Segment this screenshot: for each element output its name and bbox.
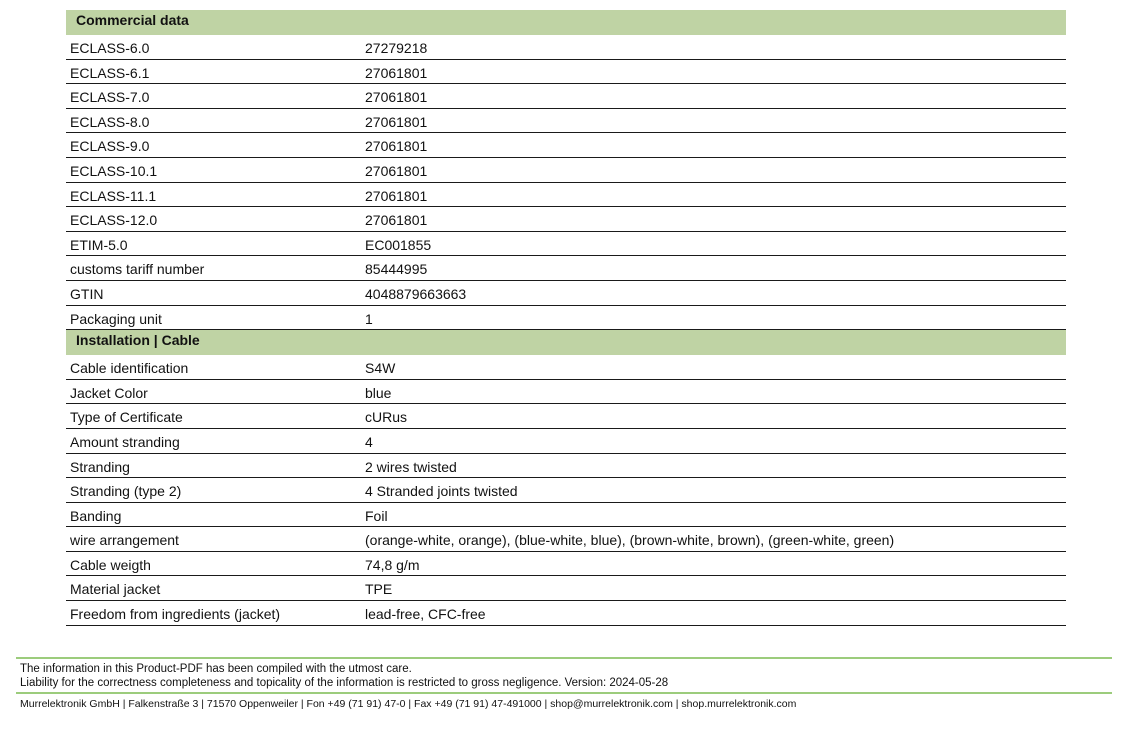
table-row (66, 478, 1066, 503)
row-value: EC001855 (365, 236, 432, 253)
section-title: Installation | Cable (66, 330, 1066, 355)
row-label: Banding (70, 507, 122, 524)
table-row (66, 601, 1066, 626)
table-row (66, 576, 1066, 601)
table-row (66, 207, 1066, 232)
row-label: ECLASS-10.1 (70, 162, 158, 179)
row-label: ECLASS-8.0 (70, 113, 150, 130)
table-row (66, 355, 1066, 380)
row-label: wire arrangement (70, 532, 179, 549)
row-value: 74,8 g/m (365, 556, 420, 573)
row-value: blue (365, 384, 392, 401)
row-label: ECLASS-9.0 (70, 138, 150, 155)
table-row (66, 454, 1066, 479)
table-row (66, 158, 1066, 183)
row-label: Type of Certificate (70, 409, 183, 426)
row-value: S4W (365, 360, 396, 377)
row-label: Freedom from ingredients (jacket) (70, 606, 281, 623)
row-value: TPE (365, 581, 393, 598)
row-value: 1 (365, 310, 373, 327)
row-value: 27061801 (365, 113, 428, 130)
row-label: Amount stranding (70, 433, 180, 450)
row-value: (orange-white, orange), (blue-white, blue), (brown-white, brown), (green-white, green) (365, 532, 895, 549)
row-value: 4 Stranded joints twisted (365, 483, 518, 500)
row-value: 2 wires twisted (365, 458, 457, 475)
row-label: customs tariff number (70, 261, 205, 278)
table-row (66, 429, 1066, 454)
table-row (66, 306, 1066, 331)
row-label: GTIN (70, 285, 104, 302)
table-row (66, 84, 1066, 109)
row-label: ETIM-5.0 (70, 236, 128, 253)
row-value: 27279218 (365, 40, 428, 56)
row-label: Cable weigth (70, 556, 151, 573)
row-value: 27061801 (365, 89, 428, 106)
row-label: Stranding (70, 458, 130, 475)
table-row (66, 256, 1066, 281)
datasheet (66, 10, 1066, 626)
row-label: Packaging unit (70, 310, 162, 327)
table-row (66, 183, 1066, 208)
table-row (66, 232, 1066, 257)
row-label: ECLASS-7.0 (70, 89, 150, 106)
table-installation-cable (66, 355, 1066, 626)
row-value: 85444995 (365, 261, 428, 278)
row-label: ECLASS-6.1 (70, 64, 150, 81)
table-row (66, 35, 1066, 60)
row-label: Stranding (type 2) (70, 483, 182, 500)
table-row (66, 133, 1066, 158)
table-row (66, 281, 1066, 306)
row-value: 27061801 (365, 64, 428, 81)
table-row (66, 552, 1066, 577)
page-footer (16, 657, 1112, 711)
section-title: Commercial data (66, 10, 1066, 35)
table-commercial-data (66, 35, 1066, 330)
disclaimer-line: Liability for the correctness completeness and topicality of the information is restricted to gross negligence. Version: 2024-05-28 (20, 677, 669, 689)
disclaimer-line: The information in this Product-PDF has been compiled with the utmost care. (20, 663, 412, 675)
section-commercial-data (66, 10, 1066, 330)
row-value: Foil (365, 507, 388, 524)
row-value: cURus (365, 409, 408, 426)
row-label: ECLASS-11.1 (70, 187, 157, 204)
row-value: 4 (365, 433, 373, 450)
company-contact-line: Murrelektronik GmbH | Falkenstraße 3 | 71570 Oppenweiler | Fon +49 (71 91) 47-0 | Fax +49 (71 91) 47-491000 | shop@murrelektronik.com | shop.murrelektronik.com (20, 698, 797, 710)
table-row (66, 527, 1066, 552)
row-label: Cable identification (70, 360, 189, 377)
row-label: Jacket Color (70, 384, 148, 401)
table-row (66, 503, 1066, 528)
footer-disclaimer (16, 659, 1112, 692)
row-value: 27061801 (365, 212, 428, 229)
table-row (66, 380, 1066, 405)
table-row (66, 404, 1066, 429)
row-label: ECLASS-12.0 (70, 212, 158, 229)
row-value: 4048879663663 (365, 285, 467, 302)
section-installation-cable (66, 330, 1066, 626)
table-row (66, 60, 1066, 85)
row-value: lead-free, CFC-free (365, 606, 486, 623)
row-label: Material jacket (70, 581, 161, 598)
row-label: ECLASS-6.0 (70, 40, 150, 56)
row-value: 27061801 (365, 187, 428, 204)
row-value: 27061801 (365, 162, 428, 179)
row-value: 27061801 (365, 138, 428, 155)
table-row (66, 109, 1066, 134)
